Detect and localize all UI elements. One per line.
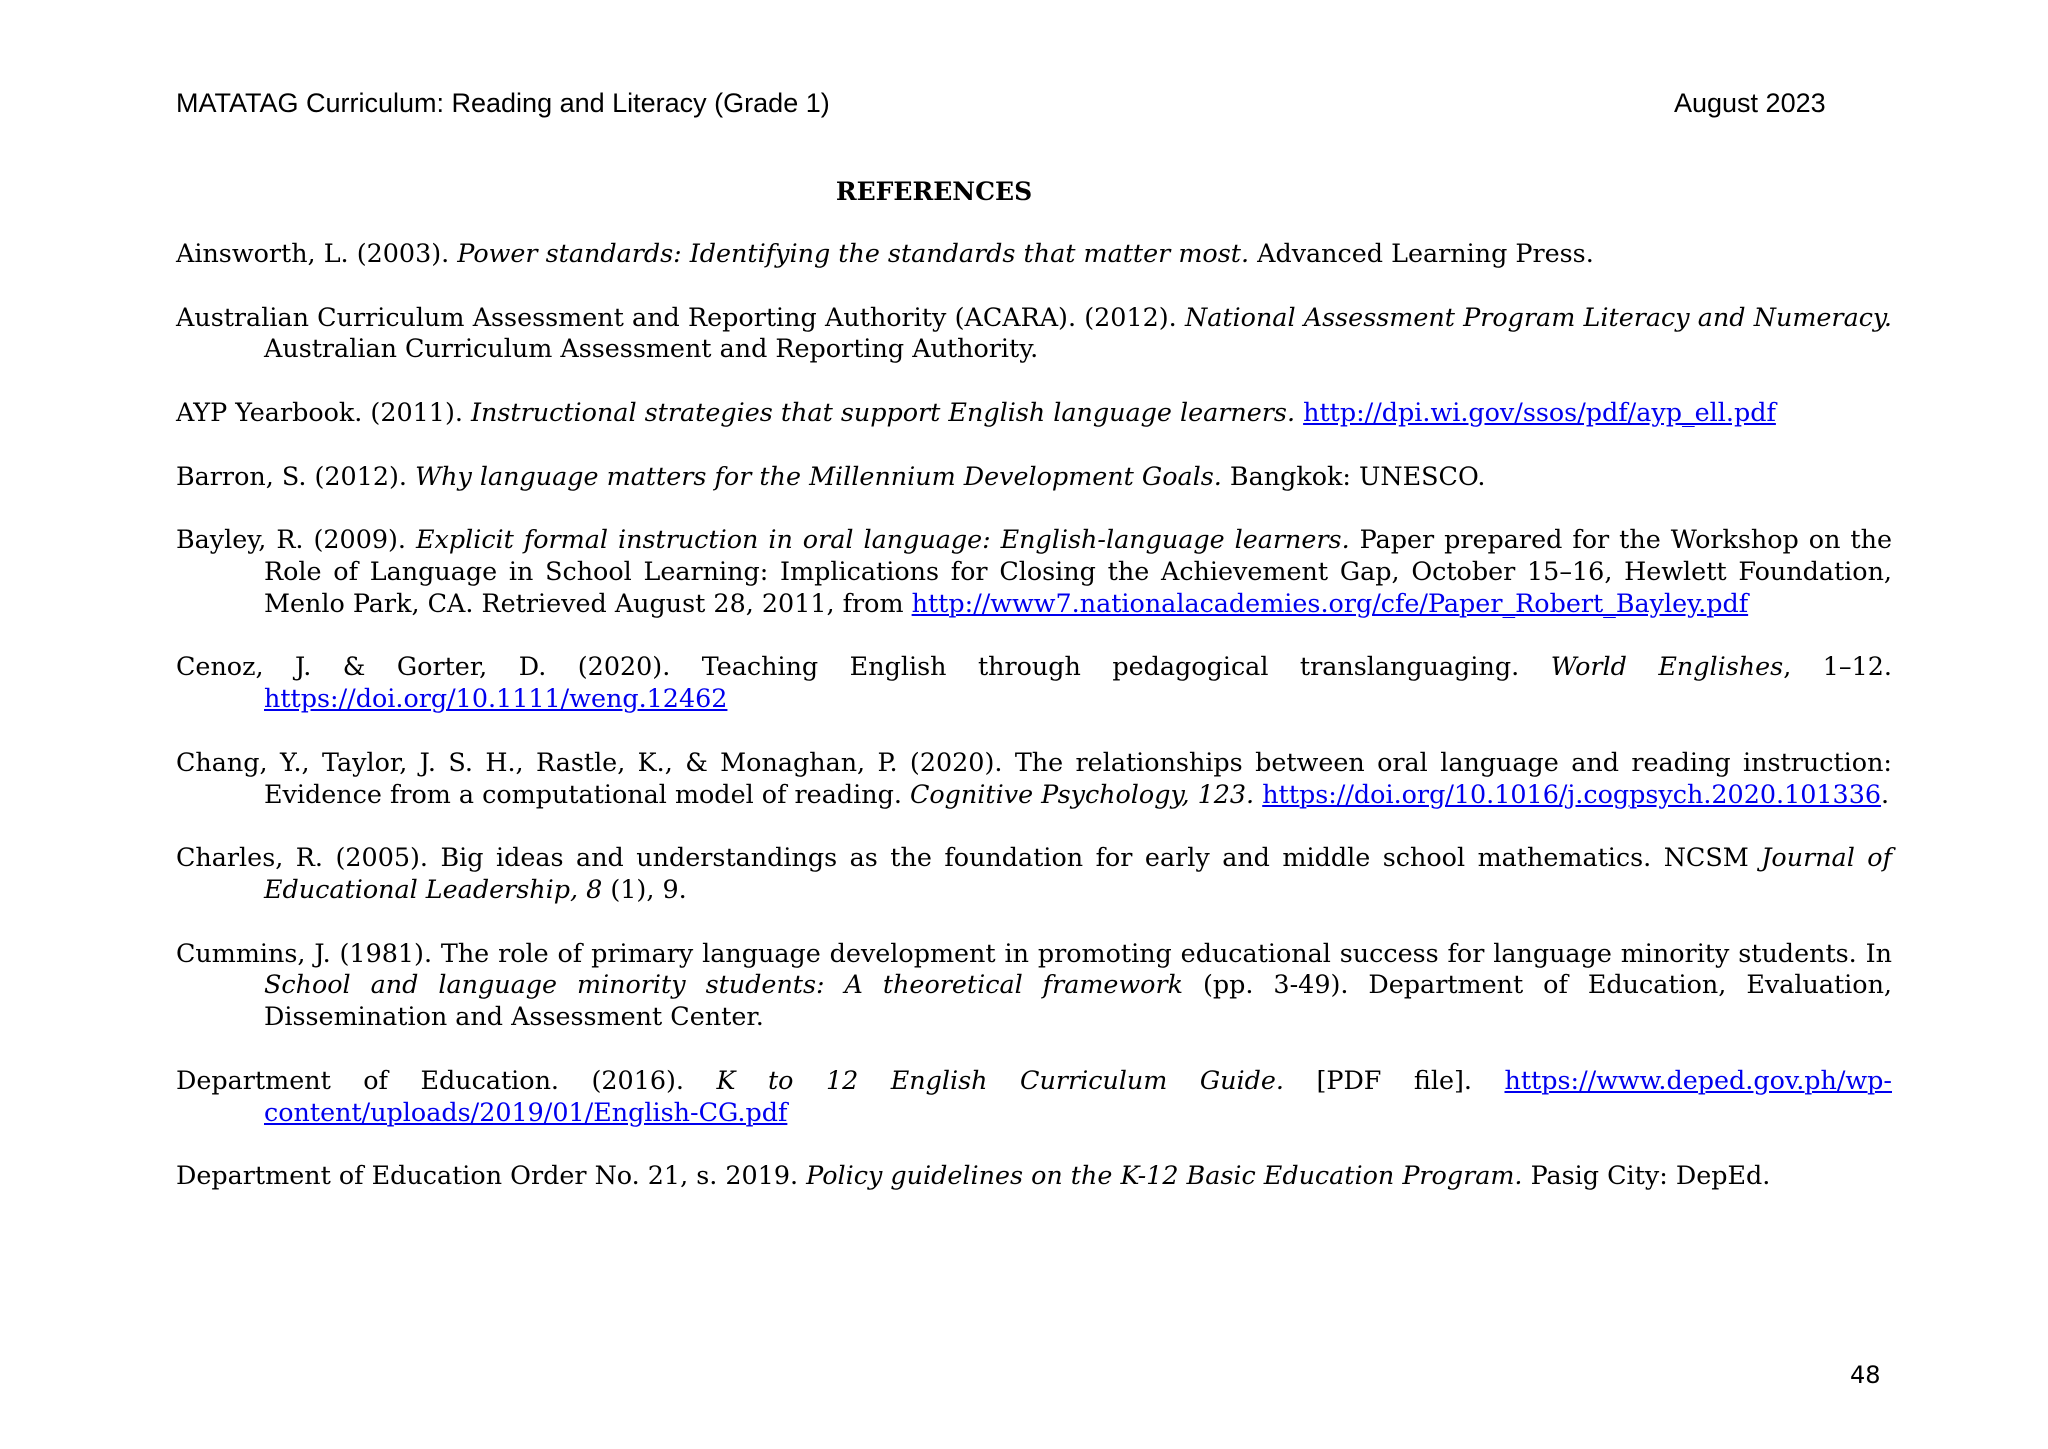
ref-text: (pp. 3-49). Department of Education, Evaluation, Dissemination and Assessment Center.: [264, 969, 1892, 1032]
reference-barron: [176, 461, 1892, 493]
ref-title: World Englishes: [1550, 651, 1784, 682]
reference-chang: [176, 747, 1892, 811]
ref-title: Explicit formal instruction in oral language: English-language learners.: [415, 524, 1350, 555]
header-date: August 2023: [1674, 88, 1826, 118]
ref-text: Bayley, R. (2009).: [176, 524, 416, 555]
reference-list: [176, 238, 1892, 1224]
reference-charles: [176, 842, 1892, 906]
ref-text: Department of Education Order No. 21, s. 2019.: [176, 1160, 807, 1191]
ref-title: Why language matters for the Millennium Development Goals.: [415, 460, 1222, 491]
header-document-title: MATATAG Curriculum: Reading and Literacy (Grade 1): [176, 88, 830, 118]
ref-title: National Assessment Program Literacy and Numeracy.: [1184, 301, 1892, 332]
ref-text: , 1–12.: [1783, 651, 1892, 682]
ref-link[interactable]: https://www.deped.gov.ph/wp-content/uploads/2019/01/English-CG.pdf: [264, 1064, 1892, 1127]
ref-text: Charles, R. (2005). Big ideas and understandings as the foundation for early and middle school mathematics. NCSM: [176, 842, 1762, 873]
ref-link[interactable]: https://doi.org/10.1111/weng.12462: [264, 683, 728, 714]
ref-text: Department of Education. (2016).: [176, 1064, 717, 1095]
ref-text: Australian Curriculum Assessment and Reporting Authority (ACARA). (2012).: [176, 301, 1185, 332]
ref-text: Chang, Y., Taylor, J. S. H., Rastle, K., & Monaghan, P. (2020). The relationships between oral language and reading instruction: Evidence from a computational model of reading.: [176, 746, 1892, 809]
ref-text: Bangkok: UNESCO.: [1221, 460, 1486, 491]
ref-text: .: [1881, 778, 1890, 809]
ref-text: Barron, S. (2012).: [176, 460, 416, 491]
ref-link[interactable]: http://www7.nationalacademies.org/cfe/Paper_Robert_Bayley.pdf: [911, 587, 1749, 618]
ref-text: [1254, 779, 1262, 809]
page-number: 48: [1850, 1361, 1881, 1389]
ref-text: [1295, 397, 1303, 427]
ref-text: [PDF file].: [1283, 1064, 1505, 1095]
ref-text: AYP Yearbook. (2011).: [176, 396, 472, 427]
reference-acara: [176, 302, 1892, 366]
ref-title: School and language minority students: A theoretical framework: [264, 969, 1183, 1000]
section-title: REFERENCES: [835, 177, 1033, 206]
ref-title: Instructional strategies that support English language learners.: [471, 396, 1296, 427]
ref-text: Pasig City: DepEd.: [1522, 1160, 1771, 1191]
ref-text: Cummins, J. (1981). The role of primary language development in promoting educational success for language minority students. In: [176, 937, 1892, 968]
ref-title: K to 12 English Curriculum Guide.: [716, 1064, 1284, 1095]
ref-text: Ainsworth, L. (2003).: [176, 238, 458, 268]
ref-text: Australian Curriculum Assessment and Reporting Authority.: [264, 333, 1039, 364]
ref-link[interactable]: https://doi.org/10.1016/j.cogpsych.2020.101336: [1262, 778, 1882, 809]
ref-title: Journal of Educational Leadership, 8: [264, 842, 1892, 904]
reference-cummins: [176, 938, 1892, 1033]
ref-link[interactable]: http://dpi.wi.gov/ssos/pdf/ayp_ell.pdf: [1303, 396, 1776, 427]
reference-ayp: [176, 397, 1892, 429]
ref-title: Power standards: Identifying the standards that matter most.: [457, 238, 1250, 268]
ref-text: Paper prepared for the Workshop on the Role of Language in School Learning: Implications for Closing the Achievement Gap, October 15–16, Hewlett Foundation, Menlo Park, CA. Retrieved August 28, 2011, from: [264, 524, 1892, 618]
ref-text: Advanced Learning Press.: [1249, 238, 1594, 268]
ref-text: (1), 9.: [602, 873, 687, 904]
reference-bayley: [176, 524, 1892, 619]
ref-text: Cenoz, J. & Gorter, D. (2020). Teaching English through pedagogical translanguaging.: [176, 651, 1551, 682]
ref-title: Policy guidelines on the K-12 Basic Education Program.: [806, 1160, 1523, 1191]
reference-ainsworth: [176, 238, 1892, 270]
ref-title: Cognitive Psychology, 123.: [909, 778, 1255, 809]
reference-deped-2019: [176, 1160, 1892, 1192]
reference-deped-2016: [176, 1065, 1892, 1129]
reference-cenoz: [176, 651, 1892, 715]
